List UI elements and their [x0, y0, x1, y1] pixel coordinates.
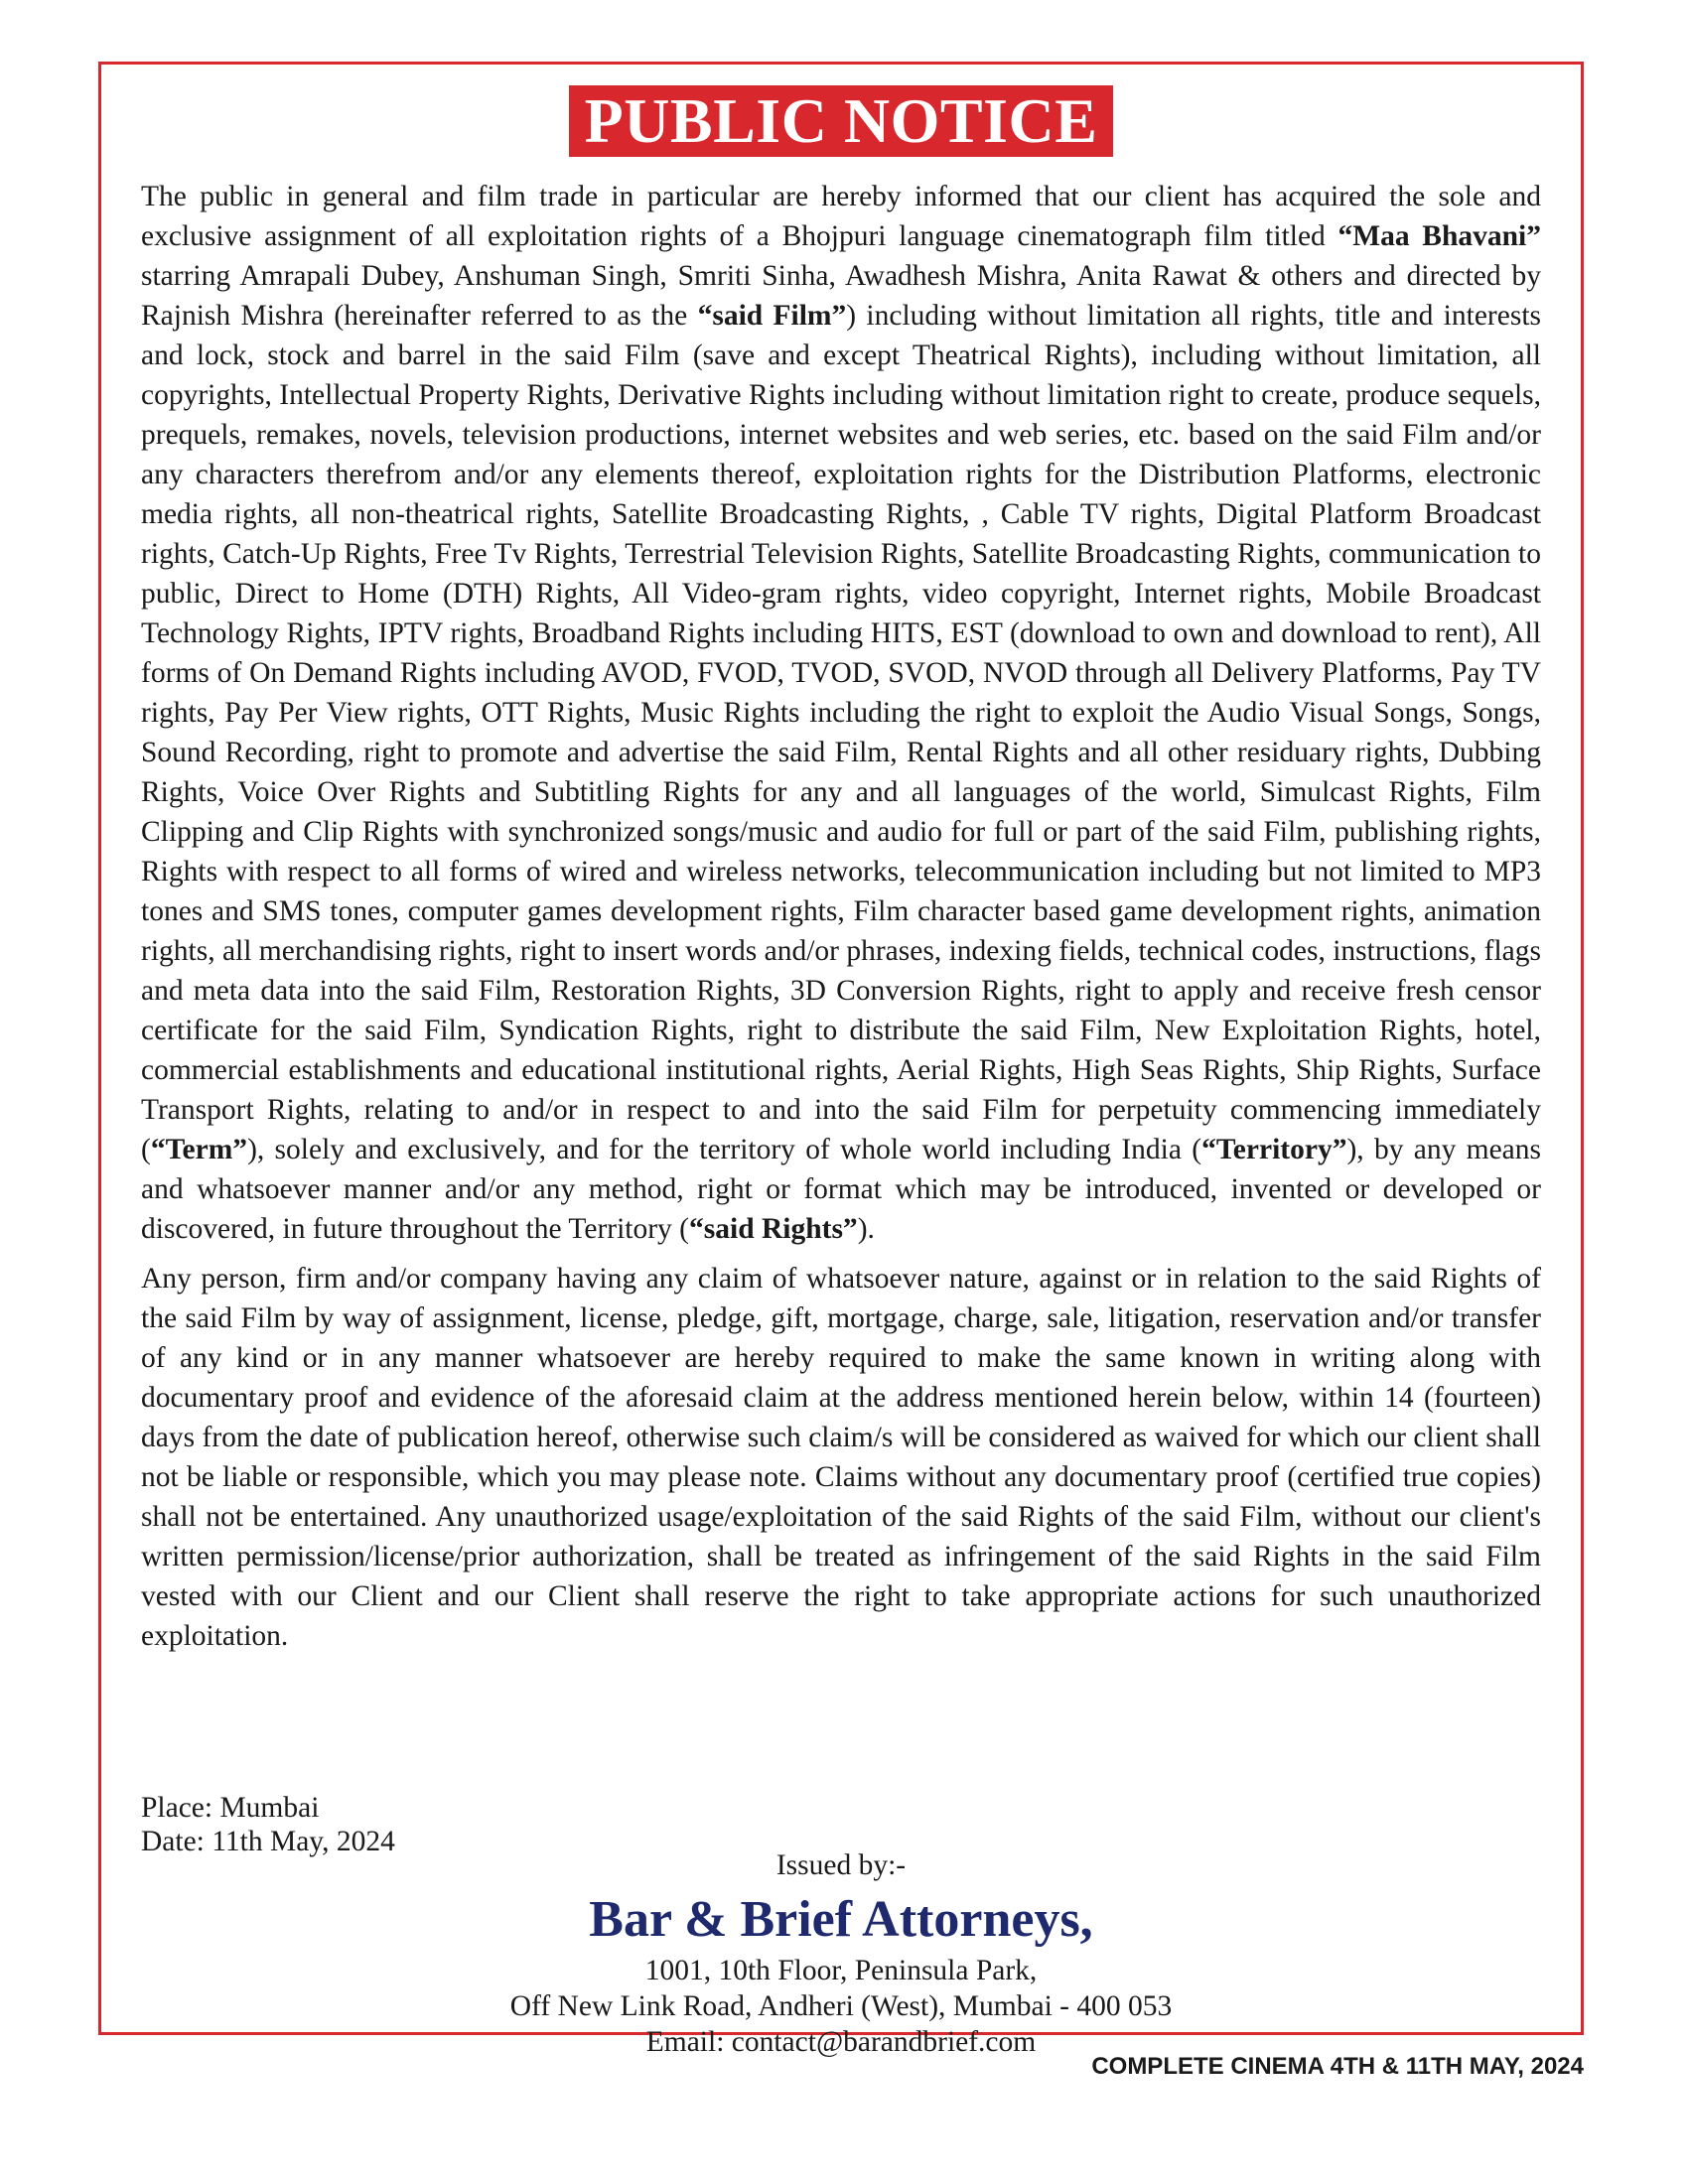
place-line: Place: Mumbai — [141, 1792, 320, 1824]
rights-paragraph — [141, 177, 1541, 1249]
title-container — [101, 85, 1581, 157]
claims-paragraph: Any person, firm and/or company having any claim of whatsoever nature, against or in relation to the said Rights of the said Film by way of assignment, license, pledge, gift, mortgage, charge, sale, litigation, reservation and/or transfer of any kind or in any manner whatsoever are hereby required to make the same known in writing along with documentary proof and evidence of the aforesaid claim at the address mentioned herein below, within 14 (fourteen) days from the date of publication hereof, otherwise such claim/s will be considered as waived for which our client shall not be liable or responsible, which you may please note. Claims without any documentary proof (certified true copies) shall not be entertained. Any unauthorized usage/exploitation of the said Rights of the said Film, without our client's written permission/license/prior authorization, shall be treated as infringement of the said Rights in the said Film vested with our Client and our Client shall reserve the right to take appropriate actions for such unauthorized exploitation. — [141, 1263, 1541, 1652]
term-definition: “Term” — [150, 1134, 248, 1165]
issuer-block — [101, 1847, 1581, 2060]
territory-definition: “Territory” — [1201, 1134, 1347, 1165]
rights-text-2: starring Amrapali Dubey, Anshuman Singh, Smriti Sinha, Awadhesh Mishra, Anita Rawat & others and directed by Rajnish Mishra (hereinafter referred to as the — [141, 260, 1541, 332]
said-film-term: “said Film” — [697, 300, 847, 332]
rights-text-3: ) including without limitation all rights, title and interests and lock, stock and barrel in the said Film (save and except Theatrical Rights), including without limitation, all copyrights, Intellectual Property Rights, Derivative Rights including without limitation right to create, produce sequels, prequels, remakes, novels, television productions, internet websites and web series, etc. based on the said Film and/or any characters therefrom and/or any elements thereof, exploitation rights for the Distribution Platforms, electronic media rights, all non-theatrical rights, Satellite Broadcasting Rights, , Cable TV rights, Digital Platform Broadcast rights, Catch-Up Rights, Free Tv Rights, Terrestrial Television Rights, Satellite Broadcasting Rights, communication to public, Direct to Home (DTH) Rights, All Video-gram rights, video copyright, Internet rights, Mobile Broadcast Technology Rights, IPTV rights, Broadband Rights including HITS, EST (download to own and download to rent), All forms of On Demand Rights including AVOD, FVOD, TVOD, SVOD, NVOD through all Delivery Platforms, Pay TV rights, Pay Per View rights, OTT Rights, Music Rights including the right to exploit the Audio Visual Songs, Songs, Sound Recording, right to promote and advertise the said Film, Rental Rights and all other residuary rights, Dubbing Rights, Voice Over Rights and Subtitling Rights for any and all languages of the world, Simulcast Rights, Film Clipping and Clip Rights with synchronized songs/music and audio for full or part of the said Film, publishing rights, Rights with respect to all forms of wired and wireless networks, telecommunication including but not limited to MP3 tones and SMS tones, computer games development rights, Film character based game development rights, animation rights, all merchandising rights, right to insert words and/or phrases, indexing fields, technical codes, instructions, flags and meta data into the said Film, Restoration Rights, 3D Conversion Rights, right to apply and receive fresh censor certificate for the said Film, Syndication Rights, right to distribute the said Film, New Exploitation Rights, hotel, commercial establishments and educational institutional rights, Aerial Rights, High Seas Rights, Ship Rights, Surface Transport Rights, relating to and/or in respect to and into the said Film for perpetuity commencing immediately ( — [141, 300, 1541, 1165]
address-line-2: Off New Link Road, Andheri (West), Mumbai - 400 053 — [509, 1990, 1173, 2022]
rights-text-5: ), by any means and whatsoever manner and/or any method, right or format which may be introduced, invented or developed or discovered, in future throughout the Territory ( — [141, 1134, 1542, 1245]
email-line: Email: contact@barandbrief.com — [645, 2026, 1037, 2058]
said-rights-definition: “said Rights” — [689, 1213, 858, 1245]
rights-text-4: ), solely and exclusively, and for the territory of whole world including India ( — [247, 1134, 1202, 1165]
rights-text-1: The public in general and film trade in particular are hereby informed that our client has acquired the sole and exclusive assignment of all exploitation rights of a Bhojpuri language cinematograph film titled — [141, 181, 1541, 252]
rights-text-6: ). — [857, 1213, 875, 1245]
address-line-1: 1001, 10th Floor, Peninsula Park, — [644, 1955, 1038, 1986]
notice-title: PUBLIC NOTICE — [569, 85, 1114, 157]
notice-body — [141, 177, 1541, 1666]
film-name: “Maa Bhavani” — [1337, 220, 1541, 252]
notice-border — [98, 62, 1584, 2058]
date-line: Date: 11th May, 2024 — [141, 1826, 395, 1857]
publication-footer: COMPLETE CINEMA 4TH & 11TH MAY, 2024 — [1091, 2053, 1584, 2080]
firm-name: Bar & Brief Attorneys, — [589, 1891, 1093, 1948]
issued-by-label: Issued by:- — [775, 1849, 907, 1881]
